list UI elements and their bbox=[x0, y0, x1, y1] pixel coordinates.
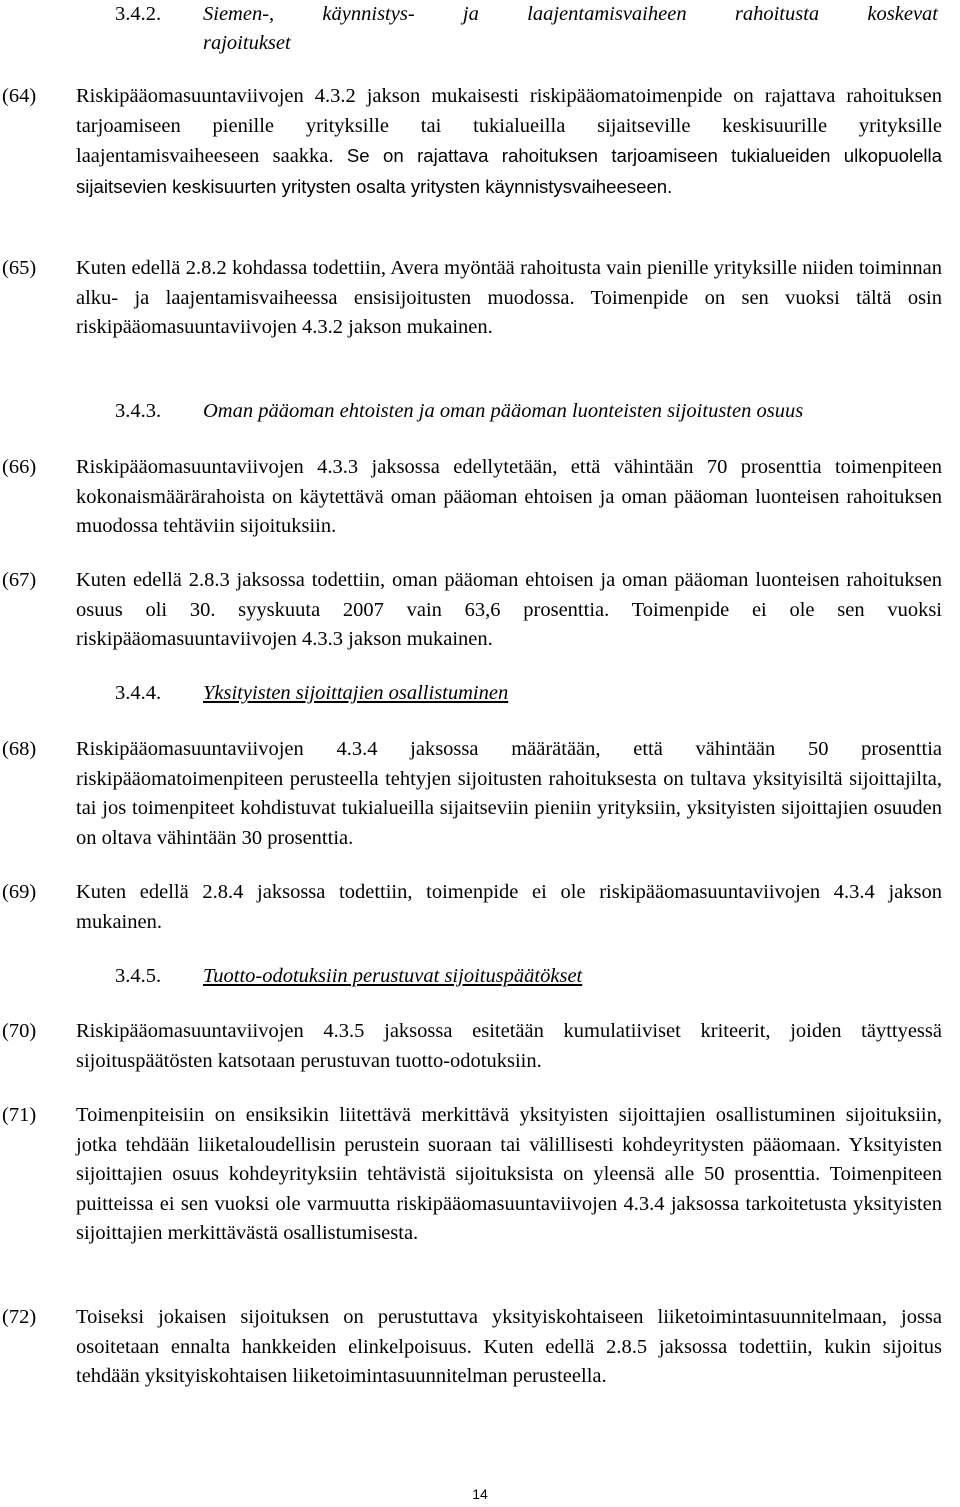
section-heading-3-4-2-cont bbox=[115, 29, 938, 58]
paragraph-text: Riskipääomasuuntaviivojen 4.3.3 jaksossa edellytetään, että vähintään 70 prosenttia toimenpiteen kokonaismäärärahoista on käytettävä oman pääoman ehtoisen ja oman pääoman luonteisen rahoituksen muodossa tehtäviin sijoituksiin. bbox=[76, 456, 942, 537]
paragraph-70 bbox=[0, 1017, 942, 1076]
paragraph-text: Toimenpiteisiin on ensiksikin liitettävä merkittävä yksityisten sijoittajien osallistuminen sijoituksiin, jotka tehdään liiketaloudellisin perustein suoraan tai välillisesti kohdeyritysten pääomaan. Yksityisten sijoittajien osuus kohdeyrityksiin tehtävistä sijoituksista on yleensä alle 50 prosenttia. Toimenpiteen puitteissa ei sen vuoksi ole varmuutta riskipääomasuuntaviivojen 4.3.4 jaksossa tarkoitetusta yksityisten sijoittajien merkittävästä osallistumisesta. bbox=[76, 1104, 942, 1244]
paragraph-text: Kuten edellä 2.8.4 jaksossa todettiin, toimenpide ei ole riskipääomasuuntaviivojen 4.3.4 jakson mukainen. bbox=[76, 881, 942, 933]
paragraph-text: Riskipääomasuuntaviivojen 4.3.4 jaksossa määrätään, että vähintään 50 prosenttia riskipääomatoimenpiteen perusteella tehtyjen sijoitusten rahoituksesta on tultava yksityisiltä sijoittajilta, tai jos toimenpiteet kohdistuvat tukialueilla sijaitseviin pieniin yrityksiin, yksityisten sijoittajien osuuden on oltava vähintään 30 prosenttia. bbox=[76, 738, 942, 849]
paragraph-number: (68) bbox=[2, 738, 37, 760]
paragraph-68 bbox=[0, 735, 942, 853]
paragraph-64 bbox=[0, 82, 942, 202]
paragraph-text: Riskipääomasuuntaviivojen 4.3.5 jaksossa esitetään kumulatiiviset kriteerit, joiden täyttyessä sijoituspäätösten katsotaan perustuvan tuotto-odotuksiin. bbox=[76, 1020, 942, 1072]
section-number: 3.4.2. bbox=[115, 3, 162, 25]
paragraph-number: (66) bbox=[2, 456, 37, 478]
paragraph-69 bbox=[0, 878, 942, 937]
section-heading-3-4-4 bbox=[115, 679, 938, 708]
section-title: Tuotto-odotuksiin perustuvat sijoituspäätökset bbox=[203, 965, 583, 987]
section-heading-3-4-3 bbox=[115, 397, 938, 426]
paragraph-66 bbox=[0, 453, 942, 542]
section-number: 3.4.5. bbox=[115, 965, 162, 987]
paragraph-71 bbox=[0, 1101, 942, 1249]
paragraph-number: (70) bbox=[2, 1020, 37, 1042]
section-title: Oman pääoman ehtoisten ja oman pääoman luonteisten sijoitusten osuus bbox=[203, 400, 804, 422]
paragraph-72 bbox=[0, 1303, 942, 1392]
paragraph-text-serif: Riskipääomasuuntaviivojen 4.3.2 jakson mukaisesti riskipääomatoimenpide on rajattava rahoituksen tarjoamiseen pienille yrityksille tai tukialueilla sijaitseville keskisuurille yrityksille laajentamisvaiheeseen saakka. bbox=[76, 85, 942, 167]
page-number: 14 bbox=[472, 1486, 488, 1502]
section-heading-3-4-2 bbox=[115, 0, 938, 29]
paragraph-number: (64) bbox=[2, 85, 37, 107]
paragraph-number: (71) bbox=[2, 1104, 37, 1126]
paragraph-number: (65) bbox=[2, 257, 37, 279]
section-number: 3.4.4. bbox=[115, 682, 162, 704]
paragraph-text bbox=[76, 82, 942, 202]
paragraph-number: (69) bbox=[2, 881, 37, 903]
section-heading-3-4-5 bbox=[115, 962, 938, 991]
paragraph-67 bbox=[0, 566, 942, 655]
paragraph-65 bbox=[0, 254, 942, 343]
paragraph-number: (72) bbox=[2, 1306, 37, 1328]
paragraph-text: Toiseksi jokaisen sijoituksen on perustuttava yksityiskohtaiseen liiketoimintasuunnitelmaan, jossa osoitetaan ennalta hankkeiden elinkelpoisuus. Kuten edellä 2.8.5 jaksossa todettiin, kukin sijoitus tehdään yksityiskohtaisen liiketoimintasuunnitelman perusteella. bbox=[76, 1306, 942, 1387]
paragraph-text: Kuten edellä 2.8.2 kohdassa todettiin, Avera myöntää rahoitusta vain pienille yrityksille niiden toiminnan alku- ja laajentamisvaiheessa ensisijoitusten muodossa. Toimenpide on sen vuoksi tältä osin riskipääomasuuntaviivojen 4.3.2 jakson mukainen. bbox=[76, 257, 942, 338]
section-title: Yksityisten sijoittajien osallistuminen bbox=[203, 682, 509, 704]
paragraph-number: (67) bbox=[2, 569, 37, 591]
section-title-line-1: Siemen-, käynnistys- ja laajentamisvaiheen rahoitusta koskevat bbox=[203, 3, 938, 25]
paragraph-text-sans: Se on rajattava rahoituksen tarjoamiseen tukialueiden ulkopuolella sijaitsevien keskisuurten yritysten osalta yritysten käynnistysvaiheeseen. bbox=[76, 145, 943, 197]
paragraph-text: Kuten edellä 2.8.3 jaksossa todettiin, oman pääoman ehtoisen ja oman pääoman luonteisen rahoituksen osuus oli 30. syyskuuta 2007 vain 63,6 prosenttia. Toimenpide ei ole sen vuoksi riskipääomasuuntaviivojen 4.3.3 jakson mukainen. bbox=[76, 569, 942, 650]
section-number: 3.4.3. bbox=[115, 400, 162, 422]
section-title-line-2: rajoitukset bbox=[203, 32, 291, 54]
